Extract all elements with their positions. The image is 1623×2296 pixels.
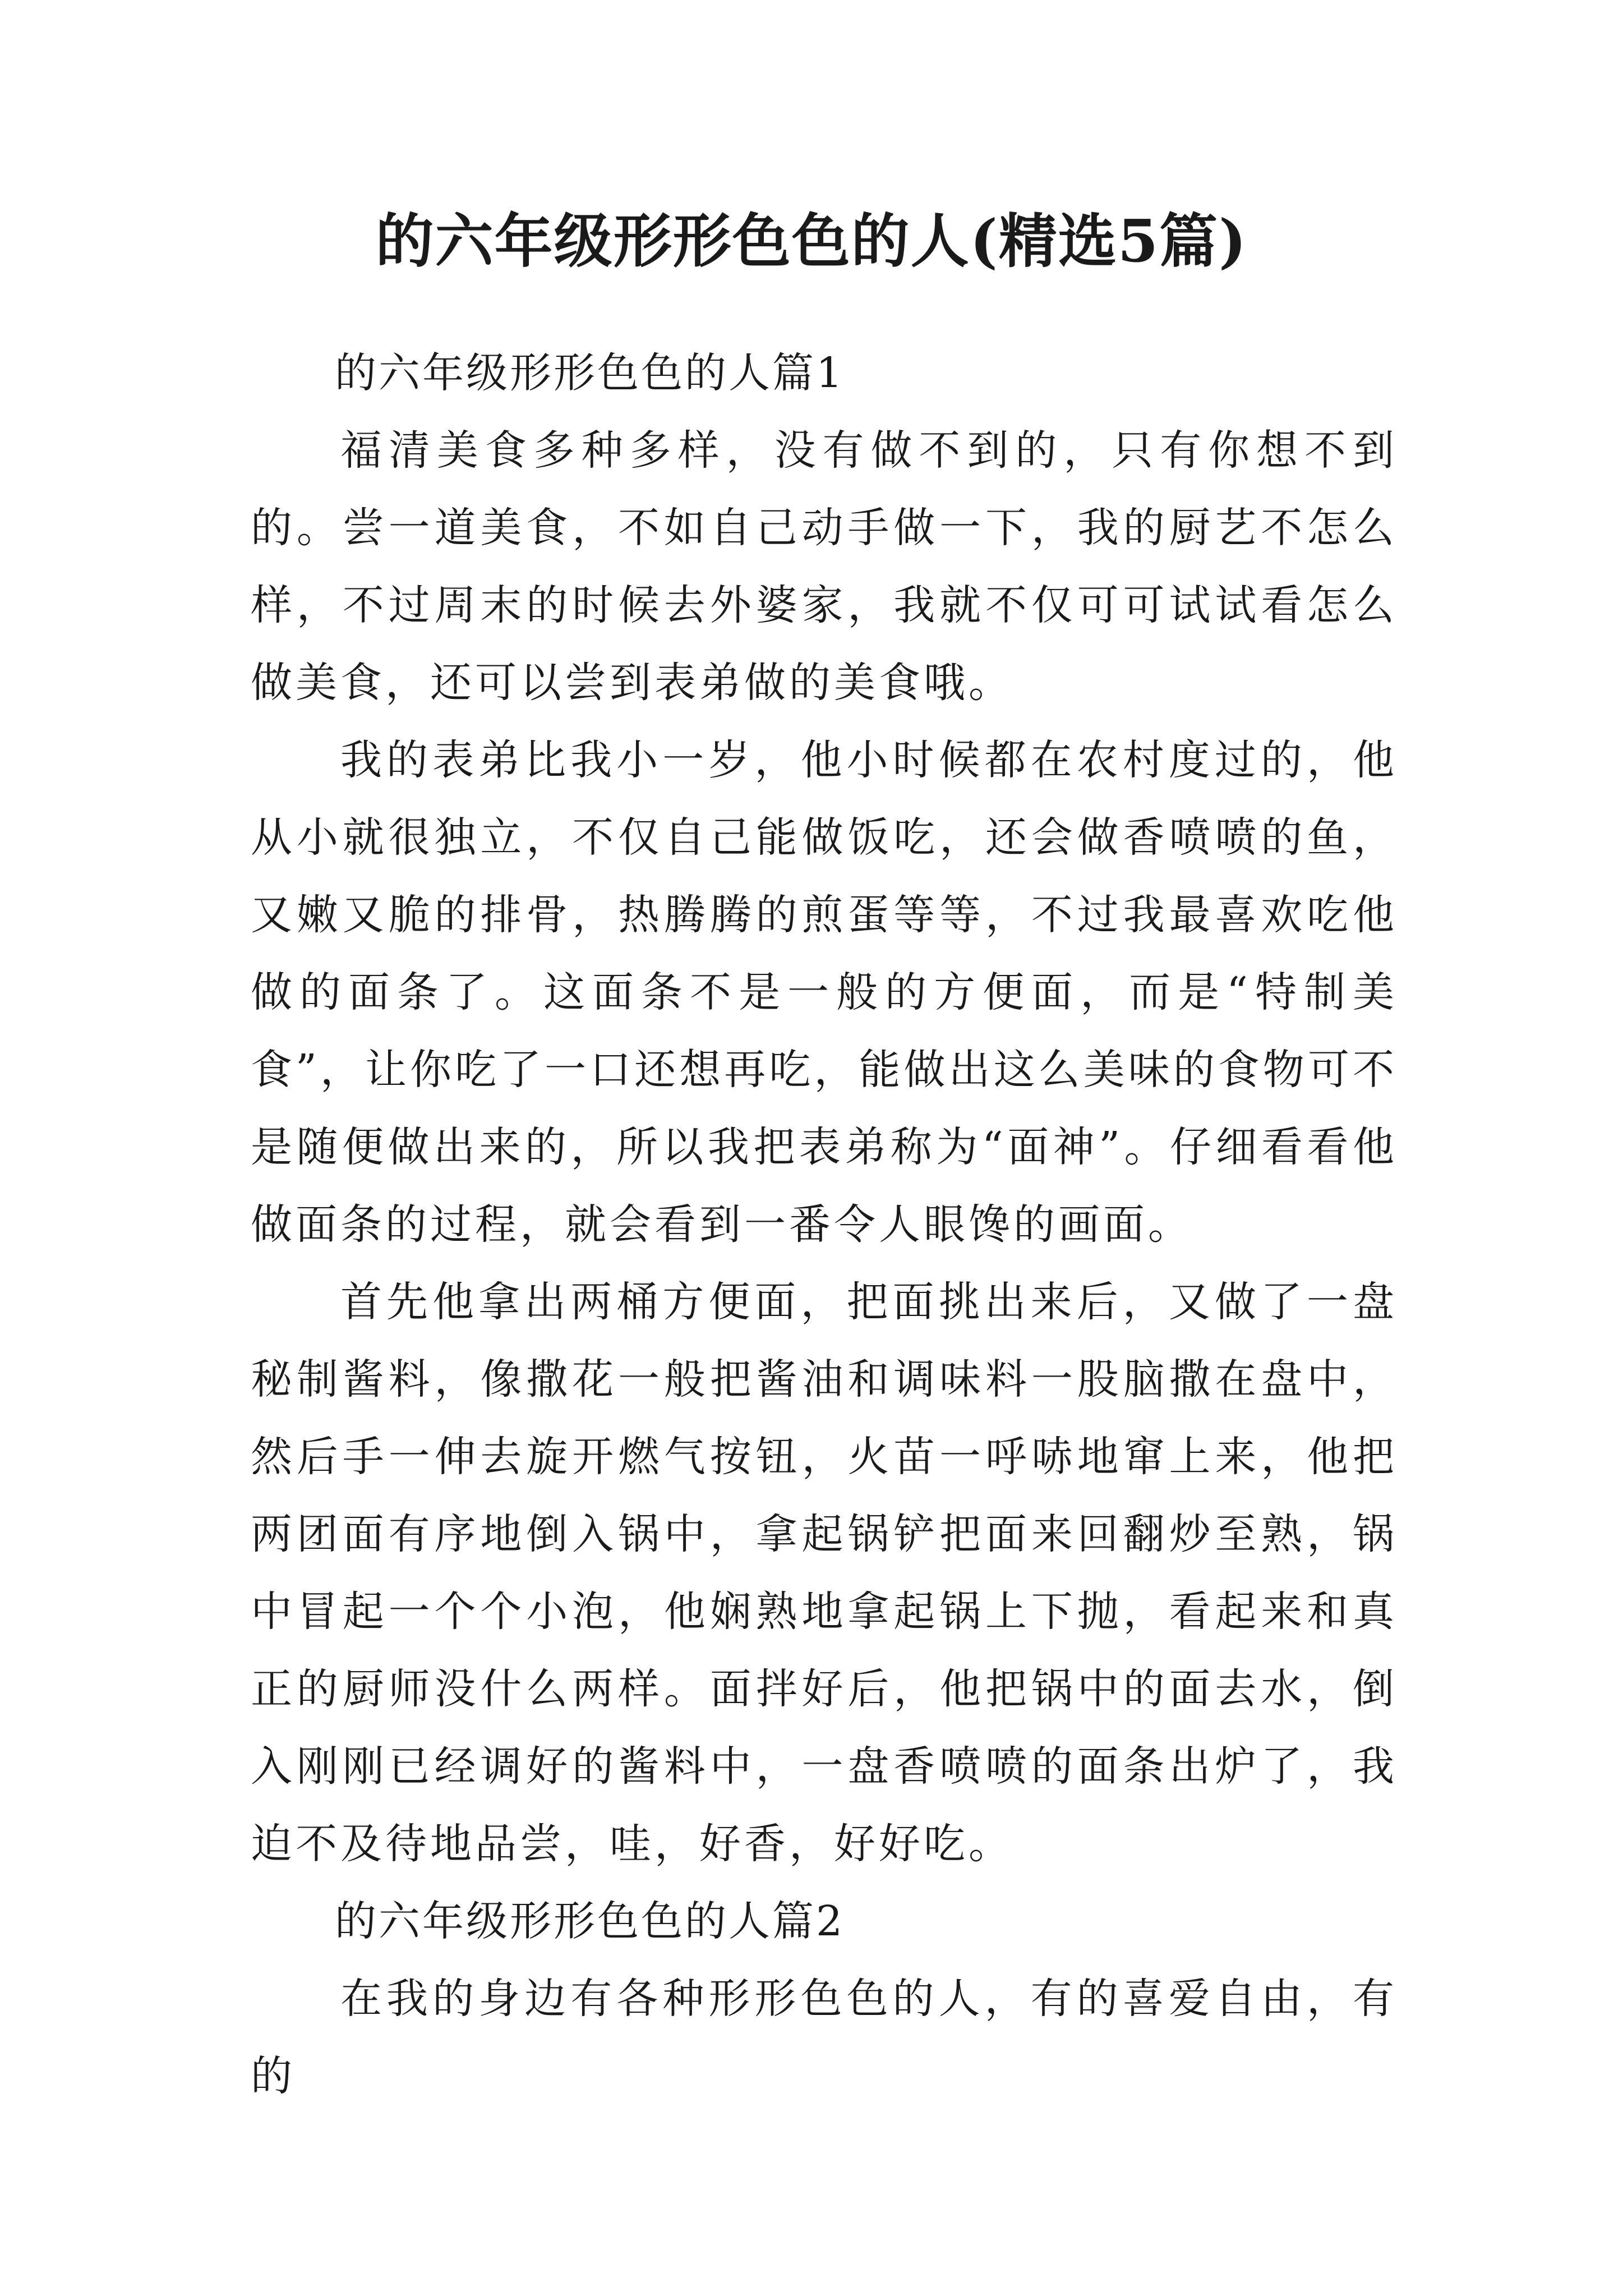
document-body — [251, 334, 1398, 2115]
paragraph-3: 首先他拿出两桶方便面，把面挑出来后，又做了一盘秘制酱料，像撒花一般把酱油和调味料一股脑撒在盘中，然后手一伸去旋开燃气按钮，火苗一呼哧地窜上来，他把两团面有序地倒入锅中，拿起锅铲把面来回翻炒至熟，锅中冒起一个个小泡，他娴熟地拿起锅上下抛，看起来和真正的厨师没什么两样。面拌好后，他把锅中的面去水，倒入刚刚已经调好的酱料中，一盘香喷喷的面条出炉了，我迫不及待地品尝，哇，好香，好好吃。 — [251, 1278, 1398, 1868]
section-heading-2: 的六年级形形色色的人篇2 — [335, 1897, 845, 1945]
section-heading-1: 的六年级形形色色的人篇1 — [335, 349, 845, 397]
document-title: 的六年级形形色色的人(精选5篇) — [375, 206, 1248, 275]
paragraph-1: 福清美食多种多样，没有做不到的，只有你想不到的。尝一道美食，不如自己动手做一下，我的厨艺不怎么样，不过周末的时候去外婆家，我就不仅可可试试看怎么做美食，还可以尝到表弟做的美食哦。 — [251, 426, 1398, 707]
paragraph-4: 在我的身边有各种形形色色的人，有的喜爱自由，有的 — [251, 1975, 1398, 2100]
paragraph-2: 我的表弟比我小一岁，他小时候都在农村度过的，他从小就很独立，不仅自己能做饭吃，还会做香喷喷的鱼，又嫩又脆的排骨，热腾腾的煎蛋等等，不过我最喜欢吃他做的面条了。这面条不是一般的方便面，而是“特制美食”，让你吃了一口还想再吃，能做出这么美味的食物可不是随便做出来的，所以我把表弟称为“面神”。仔细看看他做面条的过程，就会看到一番令人眼馋的画面。 — [251, 736, 1398, 1249]
